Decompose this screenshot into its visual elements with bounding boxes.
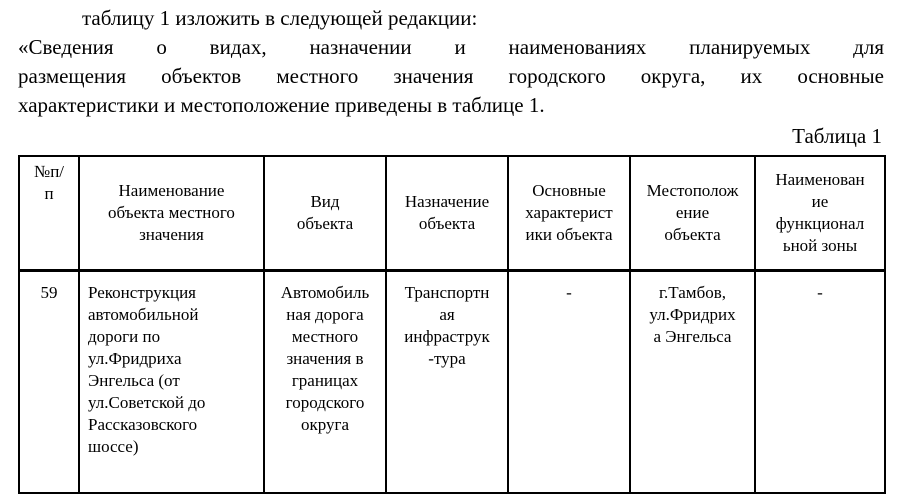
header-text: Наименование объекта местного значения — [108, 181, 235, 244]
cell-text: Транспортн ая инфраструк -тура — [404, 283, 490, 368]
header-cell-characteristics — [508, 156, 630, 270]
word: основные — [797, 64, 884, 88]
cell-number — [19, 271, 79, 493]
cell-text: - — [817, 283, 823, 302]
word: их — [740, 64, 763, 88]
header-cell-purpose — [386, 156, 508, 270]
word: размещения — [18, 64, 127, 88]
word: назначении — [309, 35, 412, 59]
table-caption: Таблица 1 — [792, 124, 882, 148]
header-cell-name — [79, 156, 264, 270]
intro-line-2 — [18, 33, 884, 62]
word: видах, — [209, 35, 267, 59]
word: объектов — [161, 64, 242, 88]
cell-text: Автомобиль ная дорога местного значения в границах городского округа — [280, 283, 370, 434]
intro-line-3 — [18, 62, 884, 91]
header-cell-type — [264, 156, 386, 270]
header-cell-number — [19, 156, 79, 270]
word: наименованиях — [508, 35, 647, 59]
header-text: Вид объекта — [296, 192, 354, 233]
word: местного — [276, 64, 359, 88]
word: о — [156, 35, 167, 59]
word: городского — [508, 64, 606, 88]
cell-characteristics — [508, 271, 630, 493]
word: планируемых — [689, 35, 811, 59]
cell-text: - — [566, 283, 572, 302]
cell-purpose — [386, 271, 508, 493]
header-row — [19, 156, 885, 270]
word: для — [853, 35, 884, 59]
cell-text: 59 — [40, 283, 58, 302]
cell-location — [630, 271, 755, 493]
header-text: Местополож ение объекта — [646, 181, 739, 244]
word: округа, — [640, 64, 706, 88]
header-text: Основные характерист ики объекта — [525, 181, 613, 244]
word: «Сведения — [18, 35, 114, 59]
header-text: Назначение объекта — [404, 192, 490, 233]
intro-line-4: характеристики и местоположение приведены в таблице 1. — [18, 93, 545, 117]
table-header — [18, 155, 886, 271]
cell-type — [264, 271, 386, 493]
header-cell-zone — [755, 156, 885, 270]
header-text: №п/ п — [33, 162, 65, 203]
header-text: Наименован ие функционал ьной зоны — [775, 170, 865, 255]
table-body — [18, 270, 886, 494]
cell-text: г.Тамбов, ул.Фридрих а Энгельса — [649, 283, 736, 346]
cell-zone — [755, 271, 885, 493]
table-row — [19, 271, 885, 493]
word: значения — [393, 64, 474, 88]
intro-line-1: таблицу 1 изложить в следующей редакции: — [82, 6, 478, 30]
cell-name — [79, 271, 264, 493]
cell-text: Реконструкция автомобильной дороги по ул.Фридриха Энгельса (от ул.Советской до Рассказовского шоссе) — [88, 283, 206, 456]
word: и — [454, 35, 466, 59]
header-cell-location — [630, 156, 755, 270]
